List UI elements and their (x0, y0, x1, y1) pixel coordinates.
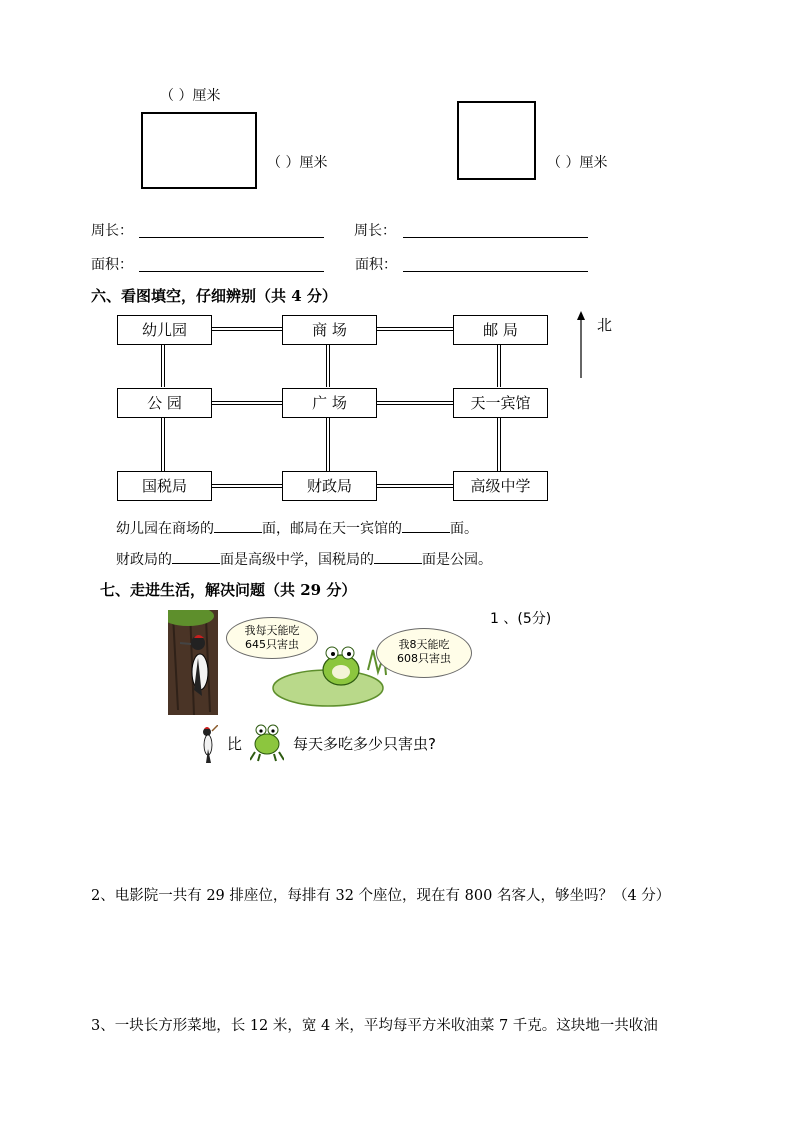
q1-blank-1[interactable] (214, 519, 262, 533)
square-side-label: （ ）厘米 (547, 155, 608, 171)
q1-part-a: 幼儿园在商场的 (116, 521, 214, 537)
area-label-right: 面积： (355, 257, 397, 273)
place-kindergarten: 幼儿园 (117, 315, 212, 345)
problem2-text: 2、电影院一共有 29 排座位，每排有 32 个座位，现在有 800 名客人，够坐吗？（4 分） (91, 888, 671, 904)
north-arrow-icon (574, 310, 588, 380)
woodpecker-speech-bubble: 我每天能吃 645只害虫 (226, 617, 318, 659)
frog-icon (250, 722, 284, 762)
place-finance-bureau: 财政局 (282, 471, 377, 501)
road-v1 (161, 344, 165, 387)
road-h2 (377, 327, 454, 331)
road-h6 (377, 484, 454, 488)
place-high-school: 高级中学 (453, 471, 548, 501)
section6-question-1 (116, 519, 478, 538)
road-v3 (497, 344, 501, 387)
place-tax-bureau: 国税局 (117, 471, 212, 501)
road-v2 (326, 344, 330, 387)
compare-word: 比 (227, 735, 243, 753)
q2-part-b: 面是高级中学，国税局的 (220, 552, 374, 568)
perimeter-blank-left[interactable] (139, 237, 324, 238)
rect-side-label: （ ）厘米 (267, 155, 328, 171)
north-label: 北 (597, 316, 613, 334)
road-h1 (212, 327, 283, 331)
q2-part-c: 面是公园。 (422, 552, 492, 568)
rect-top-label: （ ）厘米 (160, 88, 221, 104)
road-v6 (497, 418, 501, 471)
q2-blank-1[interactable] (172, 550, 220, 564)
place-post-office: 邮 局 (453, 315, 548, 345)
q1-blank-2[interactable] (402, 519, 450, 533)
perimeter-blank-right[interactable] (403, 237, 588, 238)
woodpecker-icon (198, 725, 218, 765)
frog-speech-bubble: 我8天能吃 608只害虫 (376, 628, 472, 678)
area-label-left: 面积： (91, 257, 133, 273)
rectangle-figure (141, 112, 257, 189)
problem3-text: 3、一块长方形菜地，长 12 米，宽 4 米，平均每平方米收油菜 7 千克。这块地一共收油 (91, 1018, 658, 1034)
q1-part-b: 面，邮局在天一宾馆的 (262, 521, 402, 537)
area-blank-right[interactable] (403, 271, 588, 272)
place-square: 广 场 (282, 388, 377, 418)
section7-heading: 七、走进生活，解决问题（共 29 分） (100, 581, 357, 599)
road-v5 (326, 418, 330, 471)
problem1-label: 1 、(5分) (490, 611, 552, 627)
perimeter-label-left: 周长： (91, 223, 133, 239)
perimeter-label-right: 周长： (354, 223, 396, 239)
q2-blank-2[interactable] (374, 550, 422, 564)
place-mall: 商 场 (282, 315, 377, 345)
road-h5 (212, 484, 283, 488)
road-h4 (377, 401, 454, 405)
road-v4 (161, 418, 165, 471)
area-blank-left[interactable] (139, 271, 324, 272)
q1-part-c: 面。 (450, 521, 478, 537)
q2-part-a: 财政局的 (116, 552, 172, 568)
square-figure (457, 101, 536, 180)
compare-question: 每天多吃多少只害虫? (293, 735, 436, 753)
section6-heading: 六、看图填空，仔细辨别（共 4 分） (91, 287, 337, 305)
place-hotel: 天一宾馆 (453, 388, 548, 418)
road-h3 (212, 401, 283, 405)
place-park: 公 园 (117, 388, 212, 418)
section6-question-2 (116, 550, 492, 569)
